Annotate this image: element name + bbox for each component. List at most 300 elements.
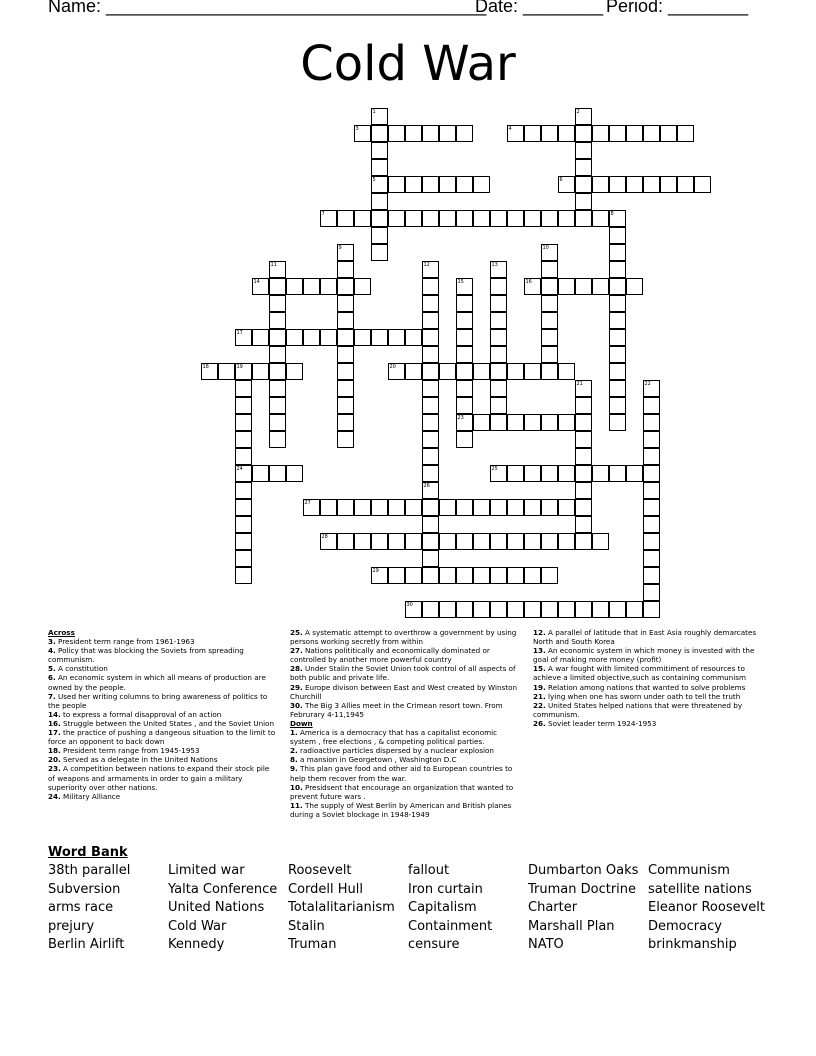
grid-cell[interactable] bbox=[541, 533, 558, 550]
grid-cell[interactable] bbox=[235, 567, 252, 584]
grid-cell[interactable] bbox=[422, 312, 439, 329]
grid-cell[interactable] bbox=[490, 210, 507, 227]
grid-cell[interactable] bbox=[575, 278, 592, 295]
grid-cell[interactable] bbox=[269, 465, 286, 482]
grid-cell[interactable] bbox=[575, 516, 592, 533]
grid-cell[interactable] bbox=[337, 414, 354, 431]
grid-cell[interactable] bbox=[422, 431, 439, 448]
grid-cell[interactable] bbox=[558, 601, 575, 618]
grid-cell[interactable] bbox=[490, 567, 507, 584]
grid-cell[interactable] bbox=[609, 380, 626, 397]
grid-cell[interactable] bbox=[677, 125, 694, 142]
grid-cell[interactable] bbox=[490, 363, 507, 380]
grid-cell[interactable] bbox=[422, 414, 439, 431]
grid-cell[interactable] bbox=[524, 601, 541, 618]
grid-cell[interactable] bbox=[490, 329, 507, 346]
across-clues-continued bbox=[290, 628, 522, 719]
grid-cell[interactable] bbox=[422, 380, 439, 397]
grid-cell[interactable] bbox=[643, 431, 660, 448]
grid-cell[interactable] bbox=[643, 567, 660, 584]
grid-cell[interactable] bbox=[286, 329, 303, 346]
clue-number: 1 bbox=[372, 109, 376, 115]
grid-cell[interactable] bbox=[235, 414, 252, 431]
clue-text: The supply of West Berlin by American and British planes during a Soviet blockage in 1948-1949 bbox=[290, 800, 512, 819]
grid-cell[interactable] bbox=[269, 397, 286, 414]
grid-cell[interactable] bbox=[371, 210, 388, 227]
word-bank-word: 38th parallel bbox=[48, 863, 131, 878]
grid-cell[interactable] bbox=[422, 516, 439, 533]
word-bank-word: fallout bbox=[408, 863, 450, 878]
grid-cell[interactable] bbox=[490, 414, 507, 431]
grid-cell[interactable] bbox=[422, 278, 439, 295]
grid-cell[interactable] bbox=[337, 380, 354, 397]
clue-number: 8 bbox=[610, 211, 614, 217]
grid-cell[interactable] bbox=[609, 346, 626, 363]
grid-cell[interactable] bbox=[575, 193, 592, 210]
clue bbox=[533, 646, 765, 664]
clue-number-label: 22. bbox=[533, 700, 546, 710]
grid-cell[interactable] bbox=[592, 601, 609, 618]
grid-cell[interactable] bbox=[456, 499, 473, 516]
grid-cell[interactable] bbox=[558, 414, 575, 431]
grid-cell[interactable] bbox=[422, 125, 439, 142]
grid-cell[interactable] bbox=[269, 380, 286, 397]
clue-number-label: 29. bbox=[290, 682, 303, 692]
grid-cell[interactable] bbox=[337, 278, 354, 295]
grid-cell[interactable] bbox=[456, 567, 473, 584]
grid-cell[interactable] bbox=[643, 176, 660, 193]
grid-cell[interactable] bbox=[354, 499, 371, 516]
clue-number: 23 bbox=[457, 415, 464, 421]
grid-cell[interactable] bbox=[609, 125, 626, 142]
clue bbox=[533, 628, 765, 646]
grid-cell[interactable] bbox=[541, 601, 558, 618]
grid-cell[interactable] bbox=[524, 414, 541, 431]
grid-cell[interactable] bbox=[541, 261, 558, 278]
grid-cell[interactable] bbox=[422, 363, 439, 380]
clue bbox=[290, 728, 522, 746]
grid-cell[interactable] bbox=[422, 499, 439, 516]
grid-cell[interactable] bbox=[643, 533, 660, 550]
grid-cell[interactable] bbox=[643, 125, 660, 142]
grid-cell[interactable] bbox=[235, 448, 252, 465]
grid-cell[interactable] bbox=[422, 210, 439, 227]
grid-cell[interactable] bbox=[609, 312, 626, 329]
grid-cell[interactable] bbox=[388, 329, 405, 346]
grid-cell[interactable] bbox=[422, 550, 439, 567]
grid-cell[interactable] bbox=[337, 346, 354, 363]
clue-text: Relation among nations that wanted to solve problems bbox=[545, 682, 746, 692]
grid-cell[interactable] bbox=[456, 380, 473, 397]
grid-cell[interactable] bbox=[575, 431, 592, 448]
grid-cell[interactable] bbox=[626, 176, 643, 193]
grid-cell[interactable] bbox=[371, 499, 388, 516]
grid-cell[interactable] bbox=[354, 533, 371, 550]
grid-cell[interactable] bbox=[456, 431, 473, 448]
grid-cell[interactable] bbox=[456, 346, 473, 363]
grid-cell[interactable] bbox=[439, 363, 456, 380]
grid-cell[interactable] bbox=[405, 499, 422, 516]
grid-cell[interactable] bbox=[609, 397, 626, 414]
grid-cell[interactable] bbox=[456, 601, 473, 618]
grid-cell[interactable] bbox=[643, 465, 660, 482]
grid-cell[interactable] bbox=[592, 465, 609, 482]
grid-cell[interactable] bbox=[558, 499, 575, 516]
grid-cell[interactable] bbox=[643, 550, 660, 567]
grid-cell[interactable] bbox=[541, 125, 558, 142]
grid-cell[interactable] bbox=[541, 346, 558, 363]
period-field[interactable]: Period: ________ bbox=[606, 0, 749, 16]
clue-number-label: 10. bbox=[290, 782, 303, 792]
grid-cell[interactable] bbox=[626, 601, 643, 618]
grid-cell[interactable] bbox=[541, 295, 558, 312]
grid-cell[interactable] bbox=[643, 499, 660, 516]
clue bbox=[533, 692, 765, 701]
grid-cell[interactable] bbox=[405, 176, 422, 193]
word-bank-word: Cold War bbox=[168, 918, 227, 934]
grid-cell[interactable] bbox=[422, 448, 439, 465]
grid-cell[interactable] bbox=[490, 295, 507, 312]
grid-cell[interactable] bbox=[422, 346, 439, 363]
down-heading: Down bbox=[290, 718, 313, 728]
clue-text: Presidsent that encourage an organization that wanted to prevent future wars . bbox=[290, 782, 514, 801]
grid-cell[interactable] bbox=[371, 227, 388, 244]
clue-number: 21 bbox=[576, 381, 583, 387]
grid-cell[interactable] bbox=[694, 176, 711, 193]
grid-cell[interactable] bbox=[320, 329, 337, 346]
clue-number: 15 bbox=[457, 279, 464, 285]
grid-cell[interactable] bbox=[490, 533, 507, 550]
grid-cell[interactable] bbox=[405, 363, 422, 380]
grid-cell[interactable] bbox=[473, 414, 490, 431]
grid-cell[interactable] bbox=[541, 567, 558, 584]
grid-cell[interactable] bbox=[371, 193, 388, 210]
grid-cell[interactable] bbox=[320, 278, 337, 295]
grid-cell[interactable] bbox=[643, 516, 660, 533]
grid-cell[interactable] bbox=[643, 414, 660, 431]
grid-cell[interactable] bbox=[507, 363, 524, 380]
grid-cell[interactable] bbox=[269, 346, 286, 363]
grid-cell[interactable] bbox=[337, 210, 354, 227]
grid-cell[interactable] bbox=[592, 533, 609, 550]
clue-number-label: 17. bbox=[48, 728, 61, 738]
grid-cell[interactable] bbox=[388, 499, 405, 516]
grid-cell[interactable] bbox=[303, 329, 320, 346]
grid-cell[interactable] bbox=[524, 210, 541, 227]
grid-cell[interactable] bbox=[439, 210, 456, 227]
grid-cell[interactable] bbox=[235, 550, 252, 567]
clue-number-label: 21. bbox=[533, 691, 546, 701]
grid-cell[interactable] bbox=[575, 142, 592, 159]
grid-cell[interactable] bbox=[541, 278, 558, 295]
grid-cell[interactable] bbox=[507, 414, 524, 431]
grid-cell[interactable] bbox=[439, 567, 456, 584]
grid-cell[interactable] bbox=[422, 465, 439, 482]
grid-cell[interactable] bbox=[456, 363, 473, 380]
grid-cell[interactable] bbox=[660, 125, 677, 142]
grid-cell[interactable] bbox=[439, 125, 456, 142]
grid-cell[interactable] bbox=[422, 533, 439, 550]
grid-cell[interactable] bbox=[575, 601, 592, 618]
grid-cell[interactable] bbox=[558, 533, 575, 550]
grid-cell[interactable] bbox=[337, 312, 354, 329]
clue-number-label: 4. bbox=[48, 646, 56, 656]
grid-cell[interactable] bbox=[371, 142, 388, 159]
grid-cell[interactable] bbox=[235, 499, 252, 516]
grid-cell[interactable] bbox=[354, 210, 371, 227]
grid-cell[interactable] bbox=[558, 125, 575, 142]
grid-cell[interactable] bbox=[473, 567, 490, 584]
grid-cell[interactable] bbox=[303, 278, 320, 295]
clue-text: President term range from 1945-1953 bbox=[60, 746, 200, 756]
grid-cell[interactable] bbox=[473, 601, 490, 618]
grid-cell[interactable] bbox=[422, 397, 439, 414]
grid-cell[interactable] bbox=[388, 210, 405, 227]
clue-number-label: 7. bbox=[48, 691, 56, 701]
grid-cell[interactable] bbox=[558, 363, 575, 380]
grid-cell[interactable] bbox=[592, 278, 609, 295]
grid-cell[interactable] bbox=[473, 210, 490, 227]
grid-cell[interactable] bbox=[337, 397, 354, 414]
grid-cell[interactable] bbox=[337, 431, 354, 448]
grid-cell[interactable] bbox=[456, 125, 473, 142]
clue-text: lying when one has sworn under oath to tell the truth bbox=[545, 691, 741, 701]
grid-cell[interactable] bbox=[541, 210, 558, 227]
grid-cell[interactable] bbox=[439, 533, 456, 550]
clue-number-label: 1. bbox=[290, 728, 298, 738]
clue-number: 7 bbox=[321, 211, 325, 217]
grid-cell[interactable] bbox=[490, 499, 507, 516]
grid-cell[interactable] bbox=[490, 278, 507, 295]
grid-cell[interactable] bbox=[575, 414, 592, 431]
grid-cell[interactable] bbox=[269, 278, 286, 295]
grid-cell[interactable] bbox=[575, 482, 592, 499]
clue-text: An economic system in which all means of production are owned by the people. bbox=[48, 673, 266, 692]
word-bank-word: Kennedy bbox=[168, 937, 225, 953]
grid-cell[interactable] bbox=[252, 465, 269, 482]
grid-cell[interactable] bbox=[439, 176, 456, 193]
grid-cell[interactable] bbox=[388, 567, 405, 584]
grid-cell[interactable] bbox=[643, 482, 660, 499]
grid-cell[interactable] bbox=[405, 533, 422, 550]
grid-cell[interactable] bbox=[541, 363, 558, 380]
clue-number-label: 25. bbox=[290, 628, 303, 637]
grid-cell[interactable] bbox=[405, 329, 422, 346]
grid-cell[interactable] bbox=[269, 414, 286, 431]
grid-cell[interactable] bbox=[524, 125, 541, 142]
clue bbox=[290, 701, 522, 719]
grid-cell[interactable] bbox=[524, 465, 541, 482]
grid-cell[interactable] bbox=[575, 533, 592, 550]
grid-cell[interactable] bbox=[609, 329, 626, 346]
grid-cell[interactable] bbox=[609, 244, 626, 261]
word-bank-word: Cordell Hull bbox=[288, 881, 363, 897]
grid-cell[interactable] bbox=[490, 397, 507, 414]
grid-cell[interactable] bbox=[558, 278, 575, 295]
grid-cell[interactable] bbox=[490, 312, 507, 329]
grid-cell[interactable] bbox=[235, 533, 252, 550]
grid-cell[interactable] bbox=[388, 533, 405, 550]
grid-cell[interactable] bbox=[490, 346, 507, 363]
grid-cell[interactable] bbox=[524, 567, 541, 584]
grid-cell[interactable] bbox=[609, 176, 626, 193]
grid-cell[interactable] bbox=[609, 295, 626, 312]
grid-cell[interactable] bbox=[388, 176, 405, 193]
grid-cell[interactable] bbox=[643, 584, 660, 601]
grid-cell[interactable] bbox=[286, 465, 303, 482]
grid-cell[interactable] bbox=[218, 363, 235, 380]
grid-cell[interactable] bbox=[252, 363, 269, 380]
grid-cell[interactable] bbox=[473, 363, 490, 380]
word-bank-word: Democracy bbox=[648, 918, 722, 934]
grid-cell[interactable] bbox=[235, 380, 252, 397]
grid-cell[interactable] bbox=[507, 499, 524, 516]
grid-cell[interactable] bbox=[609, 363, 626, 380]
grid-cell[interactable] bbox=[286, 363, 303, 380]
grid-cell[interactable] bbox=[422, 295, 439, 312]
grid-cell[interactable] bbox=[626, 278, 643, 295]
grid-cell[interactable] bbox=[575, 465, 592, 482]
grid-cell[interactable] bbox=[592, 210, 609, 227]
grid-cell[interactable] bbox=[541, 329, 558, 346]
grid-cell[interactable] bbox=[337, 363, 354, 380]
grid-cell[interactable] bbox=[371, 533, 388, 550]
grid-cell[interactable] bbox=[235, 431, 252, 448]
grid-cell[interactable] bbox=[456, 312, 473, 329]
grid-cell[interactable] bbox=[609, 278, 626, 295]
grid-cell[interactable] bbox=[490, 601, 507, 618]
grid-cell[interactable] bbox=[337, 533, 354, 550]
grid-cell[interactable] bbox=[643, 601, 660, 618]
grid-cell[interactable] bbox=[269, 312, 286, 329]
grid-cell[interactable] bbox=[405, 125, 422, 142]
grid-cell[interactable] bbox=[592, 176, 609, 193]
grid-cell[interactable] bbox=[269, 329, 286, 346]
grid-cell[interactable] bbox=[524, 499, 541, 516]
grid-cell[interactable] bbox=[371, 159, 388, 176]
grid-cell[interactable] bbox=[456, 329, 473, 346]
grid-cell[interactable] bbox=[354, 329, 371, 346]
grid-cell[interactable] bbox=[592, 125, 609, 142]
clue bbox=[290, 628, 522, 646]
grid-cell[interactable] bbox=[456, 210, 473, 227]
grid-cell[interactable] bbox=[371, 329, 388, 346]
grid-cell[interactable] bbox=[473, 499, 490, 516]
grid-cell[interactable] bbox=[337, 329, 354, 346]
grid-cell[interactable] bbox=[422, 176, 439, 193]
grid-cell[interactable] bbox=[609, 414, 626, 431]
grid-cell[interactable] bbox=[558, 465, 575, 482]
grid-cell[interactable] bbox=[575, 499, 592, 516]
grid-cell[interactable] bbox=[507, 210, 524, 227]
word-bank-word: United Nations bbox=[168, 900, 265, 916]
clue-number-label: 8. bbox=[290, 755, 298, 765]
clue-number: 5 bbox=[372, 177, 376, 183]
grid-cell[interactable] bbox=[405, 567, 422, 584]
grid-cell[interactable] bbox=[609, 601, 626, 618]
grid-cell[interactable] bbox=[422, 329, 439, 346]
grid-cell[interactable] bbox=[524, 533, 541, 550]
grid-cell[interactable] bbox=[541, 465, 558, 482]
grid-cell[interactable] bbox=[269, 431, 286, 448]
grid-cell[interactable] bbox=[541, 312, 558, 329]
grid-cell[interactable] bbox=[422, 601, 439, 618]
word-bank-column bbox=[288, 862, 395, 955]
grid-cell[interactable] bbox=[371, 125, 388, 142]
grid-cell[interactable] bbox=[507, 533, 524, 550]
date-field[interactable]: Date: ________ bbox=[475, 0, 604, 16]
grid-cell[interactable] bbox=[337, 295, 354, 312]
grid-cell[interactable] bbox=[405, 210, 422, 227]
word-bank-word: Truman bbox=[288, 937, 337, 953]
grid-cell[interactable] bbox=[643, 397, 660, 414]
grid-cell[interactable] bbox=[337, 499, 354, 516]
clue-text: Used her writing columns to bring awareness of politics to the people bbox=[48, 691, 268, 710]
grid-cell[interactable] bbox=[439, 499, 456, 516]
grid-cell[interactable] bbox=[252, 329, 269, 346]
name-field[interactable]: Name: ______________________________________ bbox=[48, 0, 487, 16]
grid-cell[interactable] bbox=[456, 397, 473, 414]
grid-cell[interactable] bbox=[354, 278, 371, 295]
grid-cell[interactable] bbox=[235, 516, 252, 533]
grid-cell[interactable] bbox=[643, 448, 660, 465]
grid-cell[interactable] bbox=[456, 533, 473, 550]
grid-cell[interactable] bbox=[439, 601, 456, 618]
grid-cell[interactable] bbox=[609, 261, 626, 278]
grid-cell[interactable] bbox=[422, 567, 439, 584]
grid-cell[interactable] bbox=[677, 176, 694, 193]
clue-number-label: 3. bbox=[48, 637, 56, 647]
grid-cell[interactable] bbox=[473, 533, 490, 550]
grid-cell[interactable] bbox=[507, 567, 524, 584]
grid-cell[interactable] bbox=[235, 397, 252, 414]
grid-cell[interactable] bbox=[541, 414, 558, 431]
grid-cell[interactable] bbox=[558, 210, 575, 227]
grid-cell[interactable] bbox=[473, 176, 490, 193]
grid-cell[interactable] bbox=[575, 397, 592, 414]
grid-cell[interactable] bbox=[609, 465, 626, 482]
grid-cell[interactable] bbox=[626, 125, 643, 142]
grid-cell[interactable] bbox=[269, 363, 286, 380]
grid-cell[interactable] bbox=[575, 125, 592, 142]
grid-cell[interactable] bbox=[609, 227, 626, 244]
grid-cell[interactable] bbox=[235, 482, 252, 499]
grid-cell[interactable] bbox=[575, 210, 592, 227]
grid-cell[interactable] bbox=[388, 125, 405, 142]
word-bank-word: Roosevelt bbox=[288, 863, 352, 878]
grid-cell[interactable] bbox=[575, 159, 592, 176]
grid-cell[interactable] bbox=[660, 176, 677, 193]
grid-cell[interactable] bbox=[286, 278, 303, 295]
grid-cell[interactable] bbox=[320, 499, 337, 516]
grid-cell[interactable] bbox=[575, 176, 592, 193]
grid-cell[interactable] bbox=[507, 601, 524, 618]
grid-cell[interactable] bbox=[269, 295, 286, 312]
grid-cell[interactable] bbox=[626, 465, 643, 482]
grid-cell[interactable] bbox=[524, 363, 541, 380]
grid-cell[interactable] bbox=[541, 499, 558, 516]
grid-cell[interactable] bbox=[575, 448, 592, 465]
word-bank-word: Charter bbox=[528, 900, 578, 916]
grid-cell[interactable] bbox=[490, 380, 507, 397]
grid-cell[interactable] bbox=[456, 176, 473, 193]
word-bank-title: Word Bank bbox=[48, 845, 128, 860]
grid-cell[interactable] bbox=[456, 295, 473, 312]
word-bank-column bbox=[48, 862, 130, 955]
grid-cell[interactable] bbox=[507, 465, 524, 482]
grid-cell[interactable] bbox=[371, 244, 388, 261]
grid-cell[interactable] bbox=[337, 261, 354, 278]
